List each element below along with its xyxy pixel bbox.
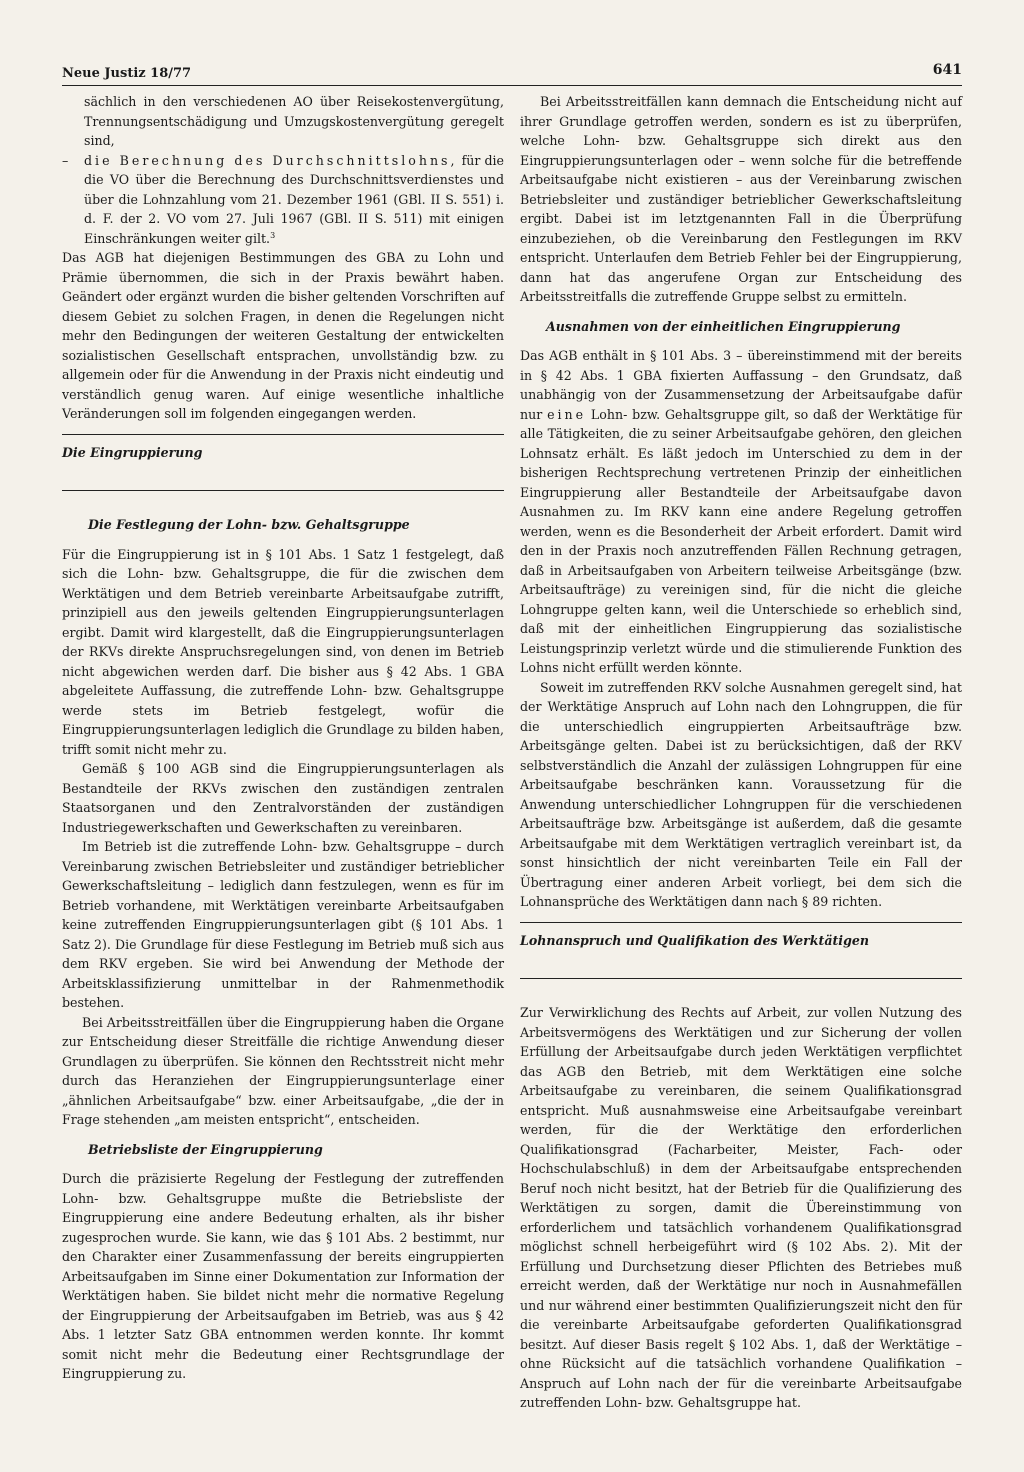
- header-rule: [62, 85, 962, 86]
- journal-title: Neue Justiz 18/77: [62, 66, 192, 81]
- paragraph: Soweit im zutreffenden RKV solche Ausnahmen geregelt sind, hat der Werktätige Anspruch auf Lohn nach den Lohngruppen, die für die unterschiedlich eingruppierten Arbeitsaufträge bzw. Arbeitsgänge gelten. Dabei ist zu berücksichtigen, daß der RKV selbstverständlich die Anzahl der zulässigen Lohngruppen für eine Arbeitsaufgabe beschränken kann. Voraussetzung für die Anwendung unterschiedlicher Lohngruppen für die verschiedenen Arbeitsaufträge bzw. Arbeitsgänge ist außerdem, daß die gesamte Arbeitsaufgabe mit dem Werktätigen vertraglich vereinbart ist, da sonst hinsichtlich der nicht vereinbarten Teile ein Fall der Übertragung einer anderen Arbeit vorliegt, bei dem sich die Lohnansprüche des Werktätigen dann nach § 89 richten.: [520, 679, 962, 909]
- section-rule: [62, 490, 504, 491]
- paragraph: Bei Arbeitsstreitfällen kann demnach die Entscheidung nicht auf ihrer Grundlage getroffen werden, sondern es ist zu überprüfen, welche Lohn- bzw. Gehaltsgruppe sich direkt aus den Eingruppierungsunterlagen oder – wenn solche für die betreffende Arbeitsaufgabe nicht existieren – aus der Vereinbarung zwischen Betriebsleiter und zuständiger betrieblicher Gewerkschaftsleitung ergibt. Dabei ist im letztgenannten Fall in die Überprüfung einzubeziehen, ob die Vereinbarung den Festlegungen im RKV entspricht. Unterlaufen dem Betrieb Fehler bei der Eingruppierung, dann hat das angerufene Organ zur Entscheidung des Arbeitsstreitfalls die zutreffende Gruppe selbst zu ermitteln.: [520, 94, 962, 304]
- subheading: Ausnahmen von der einheitlichen Eingruppierung: [546, 318, 901, 334]
- subheading: Betriebsliste der Eingruppierung: [88, 1141, 323, 1157]
- paragraph: Für die Eingruppierung ist in § 101 Abs. 1 Satz 1 festgelegt, daß sich die Lohn- bzw. Gehaltsgruppe, die für die zwischen dem Werktätigen und dem Betrieb vereinbarte Arbeitsaufgabe zutrifft, prinzipiell aus den jeweils geltenden Eingruppierungsunterlagen ergibt. Damit wird klargestellt, daß die Eingruppierungsunterlagen der RKVs direkte Anspruchsregelungen sind, von denen im Betrieb nicht abgewichen werden darf. Die bisher aus § 42 Abs. 1 GBA abgeleitete Auffassung, die zutreffende Lohn- bzw. Gehaltsgruppe werde stets im Betrieb festgelegt, wofür die Eingruppierungsunterlagen lediglich die Grundlage zu bilden haben, trifft somit nicht mehr zu.: [62, 546, 504, 757]
- paragraph: Bei Arbeitsstreitfällen über die Eingruppierung haben die Organe zur Entscheidung dieser Streitfälle die richtige Anwendung dieser Grundlagen zu überprüfen. Sie können den Rechtsstreit nicht mehr durch das Heranziehen der Eingruppierungsunterlage einer „ähnlichen Arbeitsaufgabe“ bzw. einer Arbeitsaufgabe, „die der in Frage stehenden „am meisten entspricht“, entscheiden.: [62, 1014, 504, 1127]
- spaced-term: eine: [547, 406, 587, 422]
- spaced-term: die Berechnung des Durchschnittslohns,: [84, 152, 458, 168]
- paragraph: Durch die präzisierte Regelung der Festlegung der zutreffenden Lohn- bzw. Gehaltsgruppe mußte die Betriebsliste der Eingruppierung eine andere Bedeutung erhalten, als ihr bisher zugesprochen wurde. Sie kann, wie das § 101 Abs. 2 bestimmt, nur den Charakter einer Zusammenfassung der bereits eingruppierten Arbeitsaufgaben im Sinne einer Dokumentation zur Information der Werktätigen haben. Sie bildet nicht mehr die normative Regelung der Eingruppierung der Arbeitsaufgaben im Betrieb, was aus § 42 Abs. 1 letzter Satz GBA entnommen werden konnte. Ihr kommt somit nicht mehr die Bedeutung einer Rechtsgrundlage der Eingruppierung zu.: [62, 1171, 504, 1381]
- paragraph: Im Betrieb ist die zutreffende Lohn- bzw. Gehaltsgruppe – durch Vereinbarung zwischen Betriebsleiter und zuständiger betrieblicher Gewerkschaftsleitung – lediglich dann festzulegen, wenn es für im Betrieb vorhandene, mit Werktätigen vereinbarte Arbeitsaufgaben keine zutreffenden Eingruppierungsunterlagen gibt (§ 101 Abs. 1 Satz 2). Die Grundlage für diese Festlegung im Betrieb muß sich aus dem RKV ergeben. Sie wird bei Anwendung der Methode der Arbeitsklassifizierung unmittelbar in der Rahmenmethodik bestehen.: [62, 839, 504, 1010]
- subheading: Die Festlegung der Lohn- bzw. Gehaltsgruppe: [88, 517, 410, 532]
- section-rule: [520, 978, 962, 979]
- paragraph: Das AGB enthält in § 101 Abs. 3 – übereinstimmend mit der bereits in § 42 Abs. 1 GBA fixierten Auffassung – den Grundsatz, daß unabhängig von der Zusammensetzung der Arbeitsaufgabe dafür nur eine Lohn- bzw. Gehaltsgruppe gilt, so daß der Werktätige für alle Tätigkeiten, die zu seiner Arbeitsaufgabe gehören, den gleichen Lohnsatz erhält. Es läßt jedoch im Unterschied zu dem in der bisherigen Rechtsprechung vertretenen Prinzip der einheitlichen Eingruppierung aller Bestandteile der Arbeitsaufgabe davon Ausnahmen zu. Im RKV kann eine andere Regelung getroffen werden, wenn es die Besonderheit der Arbeit erfordert. Damit wird den in der Praxis noch anzutreffenden Fällen Rechnung getragen, daß in Arbeitsaufgaben von Arbeitern teilweise Arbeitsgänge (bzw. Arbeitsaufträge) zu vereinigen sind, für die nicht die gleiche Lohngruppe gelten kann, weil die Unterschiede so erheblich sind, daß mit der einheitlichen Eingruppierung das sozialistische Leistungsprinzip verletzt würde und die stimulierende Funktion des Lohns nicht erfüllt werden könnte.: [520, 348, 962, 675]
- section-title: Lohnanspruch und Qualifikation des Werktätigen: [520, 932, 870, 948]
- section-rule: [520, 922, 962, 923]
- paragraph: Zur Verwirklichung des Rechts auf Arbeit, zur vollen Nutzung des Arbeitsvermögens des Werktätigen und zur Sicherung der vollen Erfüllung der Arbeitsaufgabe durch jeden Werktätigen verpflichtet das AGB den Betrieb, mit dem Werktätigen eine solche Arbeitsaufgabe zu vereinbaren, die seinem Qualifikationsgrad entspricht. Muß ausnahmsweise eine Arbeitsaufgabe vereinbart werden, für die der Werktätige den erforderlichen Qualifikationsgrad (Facharbeiter, Meister, Fach- oder Hochschulabschluß) in dem der Arbeitsaufgabe entsprechenden Beruf noch nicht besitzt, hat der Betrieb für die Qualifizierung des Werktätigen zu sorgen, damit die Übereinstimmung von erforderlichem und tatsächlich vorhandenem Qualifikationsgrad möglichst schnell herbeigeführt wird (§ 102 Abs. 2). Mit der Erfüllung und Durchsetzung dieser Pflichten des Betriebes muß erreicht werden, daß der Werktätige nur noch in Ausnahmefällen und nur während einer bestimmten Qualifizierungszeit nicht den für die vereinbarte Arbeitsaufgabe geforderten Qualifikationsgrad besitzt. Auf dieser Basis regelt § 102 Abs. 1, daß der Werktätige – ohne Rücksicht auf die tatsächlich vorhandene Qualifikation – Anspruch auf Lohn nach der für die vereinbarte Arbeitsaufgabe zutreffenden Lohn- bzw. Gehaltsgruppe hat.: [520, 1005, 962, 1410]
- section-title: Die Eingruppierung: [62, 444, 203, 460]
- footnote-ref: 3: [270, 230, 276, 240]
- left-column: [62, 92, 504, 1384]
- page-header: [62, 58, 962, 86]
- right-column: [520, 92, 962, 1413]
- section-rule: [62, 434, 504, 435]
- paragraph: sächlich in den verschiedenen AO über Reisekostenvergütung, Trennungsentschädigung und Umzugskostenvergütung geregelt sind,: [84, 94, 504, 148]
- paragraph: Das AGB hat diejenigen Bestimmungen des GBA zu Lohn und Prämie übernommen, die sich in der Praxis bewährt haben. Geändert oder ergänzt wurden die bisher geltenden Vorschriften auf diesem Gebiet zu solchen Fragen, in denen die Regelungen nicht mehr den Bedingungen der weiteren Gestaltung der entwickelten sozialistischen Gesellschaft entsprachen, unvollständig bzw. zu allgemein oder für die Anwendung in der Praxis nicht eindeutig und verständlich genug waren. Auf einige wesentliche inhaltliche Veränderungen soll im folgenden eingegangen werden.: [62, 250, 504, 421]
- page-number: 641: [932, 62, 962, 78]
- paragraph: Gemäß § 100 AGB sind die Eingruppierungsunterlagen als Bestandteile der RKVs zwischen den zuständigen zentralen Staatsorganen und den Zentralvorständen der zuständigen Industriegewerkschaften und Gewerkschaften zu vereinbaren.: [62, 761, 504, 835]
- list-item: – die Berechnung des Durchschnittslohns, für die die VO über die Berechnung des Durchschnittsverdienstes und über die Lohnzahlung vom 21. Dezember 1961 (GBl. II S. 551) i. d. F. der 2. VO vom 27. Juli 1967 (GBl. II S. 511) mit einigen Einschränkungen weiter gilt.$^3$: [62, 152, 505, 246]
